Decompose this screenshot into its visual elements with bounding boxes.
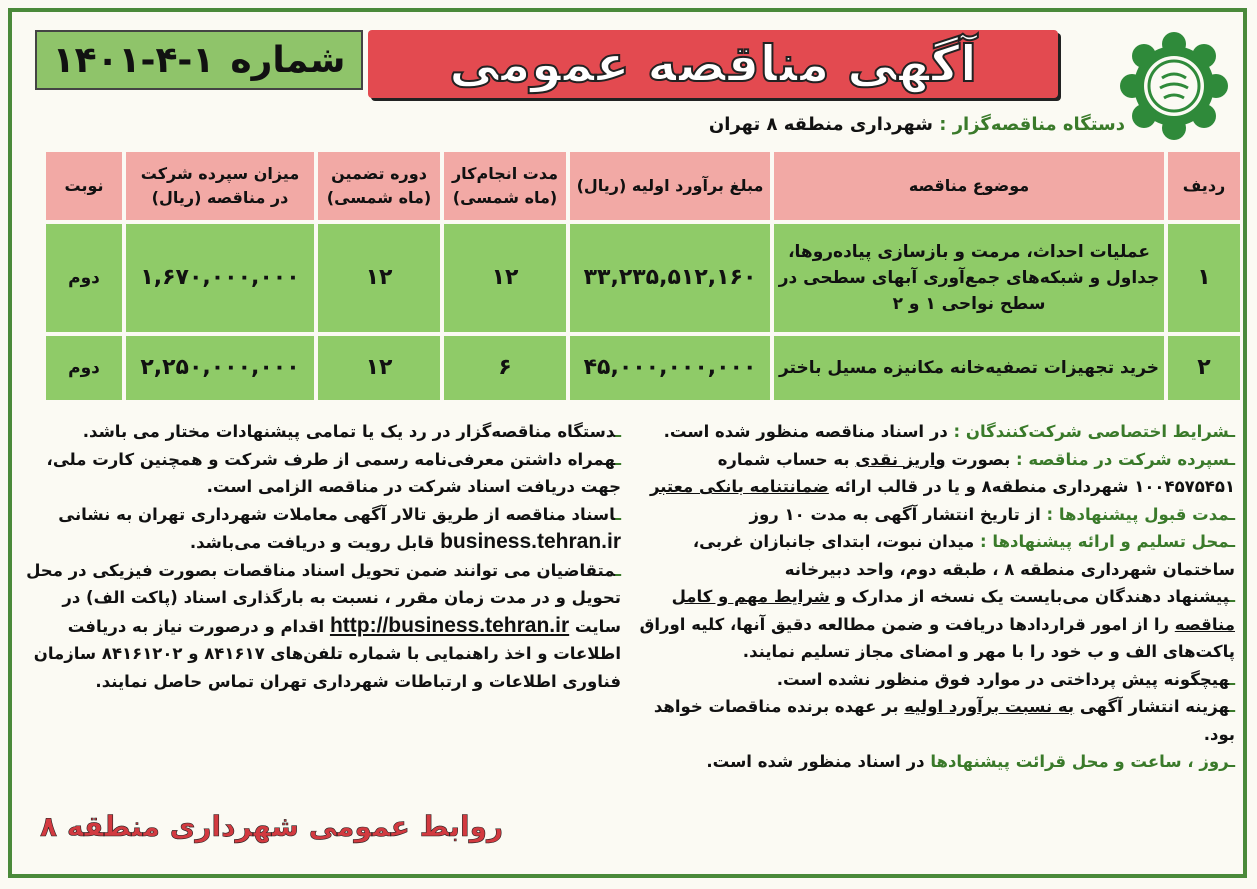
special-conditions: ـشرایط اختصاصی شرکت‌کنندگان : در اسناد مناقصه منظور شده است. (663, 422, 1235, 441)
header-deposit: میزان سپرده شرکت در مناقصه (ریال) (126, 152, 314, 220)
notice-title-banner (368, 30, 1058, 98)
business-site-url-link[interactable]: http://business.tehran.ir (329, 613, 570, 637)
organizer-line (709, 114, 1125, 135)
table-header-row (46, 152, 1240, 220)
cell-deposit: ۲,۲۵۰,۰۰۰,۰۰۰ (126, 336, 314, 400)
cell-round: دوم (46, 336, 122, 400)
header-warranty: دوره تضمین (ماه شمسی) (318, 152, 440, 220)
conditions-left-column (18, 418, 621, 695)
organizer-label: دستگاه مناقصه‌گزار : (939, 114, 1125, 135)
public-relations-signature: روابط عمومی شهرداری منطقه ۸ (40, 810, 504, 843)
tender-table (42, 148, 1244, 404)
header-round: نوبت (46, 152, 122, 220)
header-row-number: ردیف (1168, 152, 1240, 220)
cell-subject: عملیات احداث، مرمت و بازسازی پیاده‌روها، جداول و شبکه‌های جمع‌آوری آبهای سطحی در سطح نواحی ۱ و ۲ (774, 224, 1164, 332)
no-prepayment: ـهیچگونه پیش پرداختی در موارد فوق منظور نشده است. (776, 669, 1235, 689)
tehran-municipality-logo (1118, 30, 1230, 142)
acceptance-period: ـمدت قبول پیشنهادها : از تاریخ انتشار آگهی به مدت ۱۰ روز (749, 504, 1235, 524)
submission-location: ـمحل تسلیم و ارائه پیشنهادها : میدان نبوت، ابتدای جانبازان غربی، ساختمان شهرداری منطقه ۸ ، طبقه دوم، واحد دبیرخانه (692, 532, 1235, 579)
cell-deposit: ۱,۶۷۰,۰۰۰,۰۰۰ (126, 224, 314, 332)
publication-cost: ـهزینه انتشار آگهی به نسبت برآورد اولیه بر عهده برنده مناقصات خواهد بود. (653, 697, 1235, 744)
conditions-right-column (635, 418, 1235, 776)
organizer-name: شهرداری منطقه ۸ تهران (708, 114, 933, 135)
rejection-right: ـدستگاه مناقصه‌گزار در رد یک یا تمامی پیشنهادات مختار می باشد. (82, 422, 621, 441)
header-duration: مدت انجام‌کار (ماه شمسی) (444, 152, 566, 220)
header-estimate: مبلغ برآورد اولیه (ریال) (570, 152, 770, 220)
table-row (46, 224, 1240, 332)
cell-round: دوم (46, 224, 122, 332)
notice-title: آگهی مناقصه عمومی (449, 35, 977, 93)
documents-source: ـاسناد مناقصه از طریق تالار آگهی معاملات شهرداری تهران به نشانی business.tehran.ir قابل رویت و دریافت می‌باشد. (58, 504, 621, 553)
notice-number: ۱۴۰۱-۴-۱ (52, 39, 215, 81)
opening-details: ـروز ، ساعت و محل قرائت پیشنهادها در اسناد منظور شده است. (706, 752, 1235, 771)
table-row (46, 336, 1240, 400)
deposit-conditions: ـسپرده شرکت در مناقصه : بصورت واریز نقدی به حساب شماره ۱۰۰۴۵۷۵۴۵۱ شهرداری منطقه۸ و یا در قالب ارائه ضمانتنامه بانکی معتبر (649, 449, 1235, 496)
notice-number-box (35, 30, 363, 90)
cell-warranty: ۱۲ (318, 224, 440, 332)
cell-row-number: ۱ (1168, 224, 1240, 332)
cell-row-number: ۲ (1168, 336, 1240, 400)
cell-duration: ۶ (444, 336, 566, 400)
cell-estimate: ۴۵,۰۰۰,۰۰۰,۰۰۰ (570, 336, 770, 400)
notice-number-label: شماره (230, 39, 346, 81)
cell-duration: ۱۲ (444, 224, 566, 332)
upload-instructions: ـمتقاضیان می توانند ضمن تحویل اسناد مناقصات بصورت فیزیکی در محل تحویل و در مدت زمان مقرر ، نسبت به بارگذاری اسناد (پاکت الف) در سایت http://business.tehran.ir اقدام و درصورت نیاز به دریافت اطلاعات و اخذ راهنمایی با شماره تلفن‌های ۸۴۱۶۱۷ و ۸۴۱۶۱۲۰۲ سازمان فناوری اطلاعات و ارتباطات شهرداری تهران تماس حاصل نمایند. (26, 560, 621, 691)
cell-estimate: ۳۳,۲۳۵,۵۱۲,۱۶۰ (570, 224, 770, 332)
cell-warranty: ۱۲ (318, 336, 440, 400)
header-subject: موضوع مناقصه (774, 152, 1164, 220)
documents-instructions: ـپیشنهاد دهندگان می‌بایست یک نسخه از مدارک و شرایط مهم و کامل مناقصه را از امور قراردادها دریافت و ضمن مطالعه دقیق آنها، کلیه اوراق پاکت‌های الف و ب خود را با مهر و امضای مجاز تسلیم نمایند. (639, 587, 1235, 661)
business-site-link[interactable]: business.tehran.ir (440, 530, 621, 553)
id-requirement: ـهمراه داشتن معرفی‌نامه رسمی از طرف شرکت و همچنین کارت ملی، جهت دریافت اسناد شرکت در مناقصه الزامی است. (46, 449, 621, 496)
cell-subject: خرید تجهیزات تصفیه‌خانه مکانیزه مسیل باختر (774, 336, 1164, 400)
